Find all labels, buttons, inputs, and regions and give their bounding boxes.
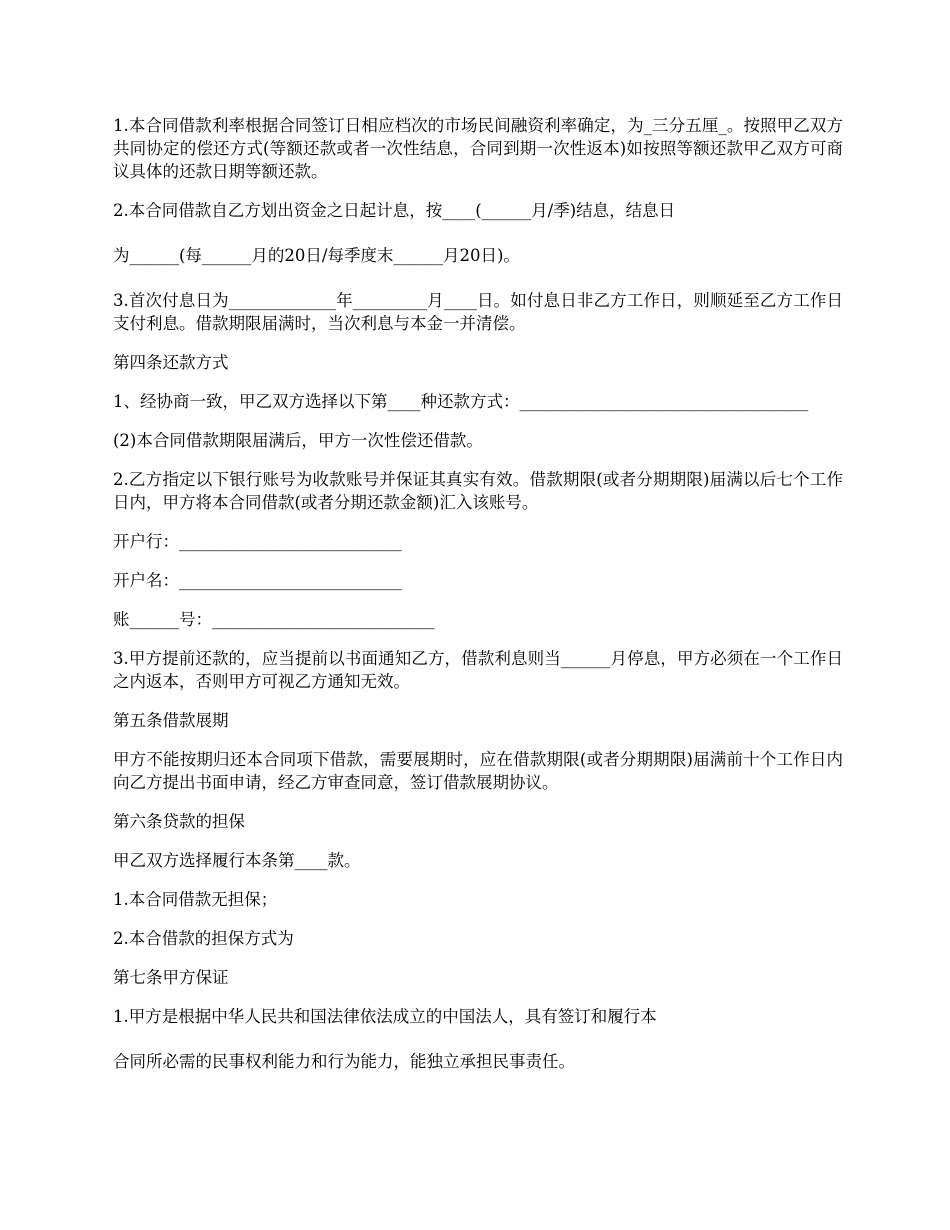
field-account-name: 开户名：___________________________ bbox=[113, 571, 402, 590]
document-page bbox=[113, 114, 843, 1089]
clause-guarantee-method: 2.本合借款的担保方式为 bbox=[113, 929, 294, 948]
field-account-number: 账______号：___________________________ bbox=[113, 610, 435, 629]
clause-early-repayment: 3.甲方提前还款的，应当提前以书面通知乙方，借款利息则当______月停息，甲方必须在一个工作日之内返本，否则甲方可视乙方通知无效。 bbox=[113, 649, 843, 691]
clause-warranty-capacity: 合同所必需的民事权利能力和行为能力，能独立承担民事责任。 bbox=[113, 1052, 575, 1071]
clause-bank-account: 2.乙方指定以下银行账号为收款账号并保证其真实有效。借款期限(或者分期期限)届满以后七个工作日内，甲方将本合同借款(或者分期还款金额)汇入该账号。 bbox=[113, 470, 843, 512]
clause-lump-sum: (2)本合同借款期限届满后，甲方一次性偿还借款。 bbox=[113, 431, 483, 450]
section-heading-repayment: 第四条还款方式 bbox=[113, 353, 229, 372]
section-heading-warranty: 第七条甲方保证 bbox=[113, 968, 229, 987]
clause-interest-rate: 1.本合同借款利率根据合同签订日相应档次的市场民间融资利率确定，为_三分五厘_。按照甲乙双方共同协定的偿还方式(等额还款或者一次性结息，合同到期一次性返本)如按照等额还款甲乙双方可商议具体的还款日期等额还款。 bbox=[113, 116, 843, 181]
field-bank-name: 开户行：___________________________ bbox=[113, 532, 402, 551]
clause-repayment-choice: 1、经协商一致，甲乙双方选择以下第____种还款方式：___________________________________ bbox=[113, 392, 809, 411]
clause-guarantee-choice: 甲乙双方选择履行本条第____款。 bbox=[113, 851, 361, 870]
clause-warranty-legal-entity: 1.甲方是根据中华人民共和国法律依法成立的中国法人，具有签订和履行本 bbox=[113, 1007, 657, 1026]
clause-no-guarantee: 1.本合同借款无担保； bbox=[113, 890, 278, 909]
section-heading-guarantee: 第六条贷款的担保 bbox=[113, 812, 245, 831]
clause-first-payment: 3.首次付息日为_____________年_________月____日。如付息日非乙方工作日，则顺延至乙方工作日支付利息。借款期限届满时，当次利息与本金一并清偿。 bbox=[113, 291, 843, 333]
clause-extension: 甲方不能按期归还本合同项下借款，需要展期时，应在借款期限(或者分期期限)届满前十个工作日内向乙方提出书面申请，经乙方审查同意，签订借款展期协议。 bbox=[113, 750, 843, 792]
clause-settlement-day: 为______(每______月的20日/每季度末______月20日)。 bbox=[113, 246, 520, 265]
section-heading-extension: 第五条借款展期 bbox=[113, 711, 229, 730]
clause-interest-start: 2.本合同借款自乙方划出资金之日起计息，按____(______月/季)结息，结息日 bbox=[113, 201, 676, 220]
